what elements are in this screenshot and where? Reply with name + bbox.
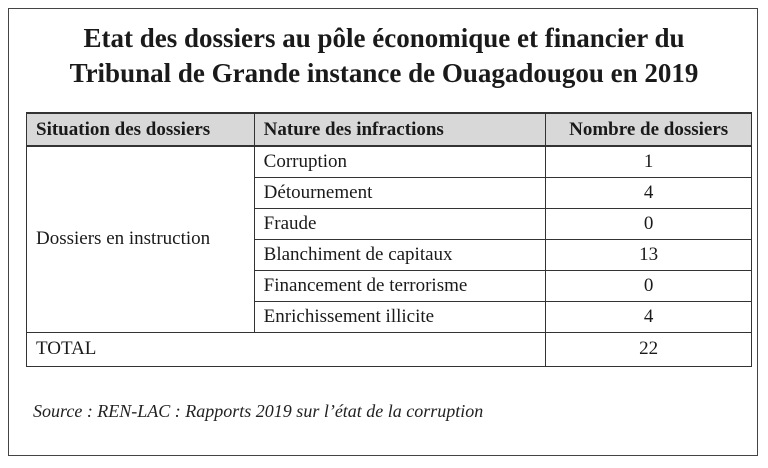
situation-cell: Dossiers en instruction [27, 146, 255, 332]
count-cell: 4 [546, 301, 752, 332]
count-cell: 4 [546, 177, 752, 208]
header-situation: Situation des dossiers [27, 113, 255, 146]
total-row [27, 332, 752, 366]
nature-cell: Blanchiment de capitaux [254, 239, 546, 270]
nature-cell: Corruption [254, 146, 546, 177]
title-line-2: Tribunal de Grande instance de Ouagadougou en 2019 [69, 58, 699, 88]
table-row [27, 146, 752, 177]
nature-cell: Détournement [254, 177, 546, 208]
title-line-1: Etat des dossiers au pôle économique et financier du [83, 23, 685, 53]
header-count: Nombre de dossiers [546, 113, 752, 146]
header-nature: Nature des infractions [254, 113, 546, 146]
total-count: 22 [546, 332, 752, 366]
source-note: Source : REN-LAC : Rapports 2019 sur l’état de la corruption [33, 401, 484, 421]
count-cell: 0 [546, 270, 752, 301]
cases-table [26, 112, 752, 367]
count-cell: 1 [546, 146, 752, 177]
table-header-row [27, 113, 752, 146]
nature-cell: Financement de terrorisme [254, 270, 546, 301]
count-cell: 0 [546, 208, 752, 239]
nature-cell: Enrichissement illicite [254, 301, 546, 332]
total-label: TOTAL [27, 332, 546, 366]
nature-cell: Fraude [254, 208, 546, 239]
document-frame [8, 8, 758, 456]
count-cell: 13 [546, 239, 752, 270]
document-title [9, 21, 759, 91]
